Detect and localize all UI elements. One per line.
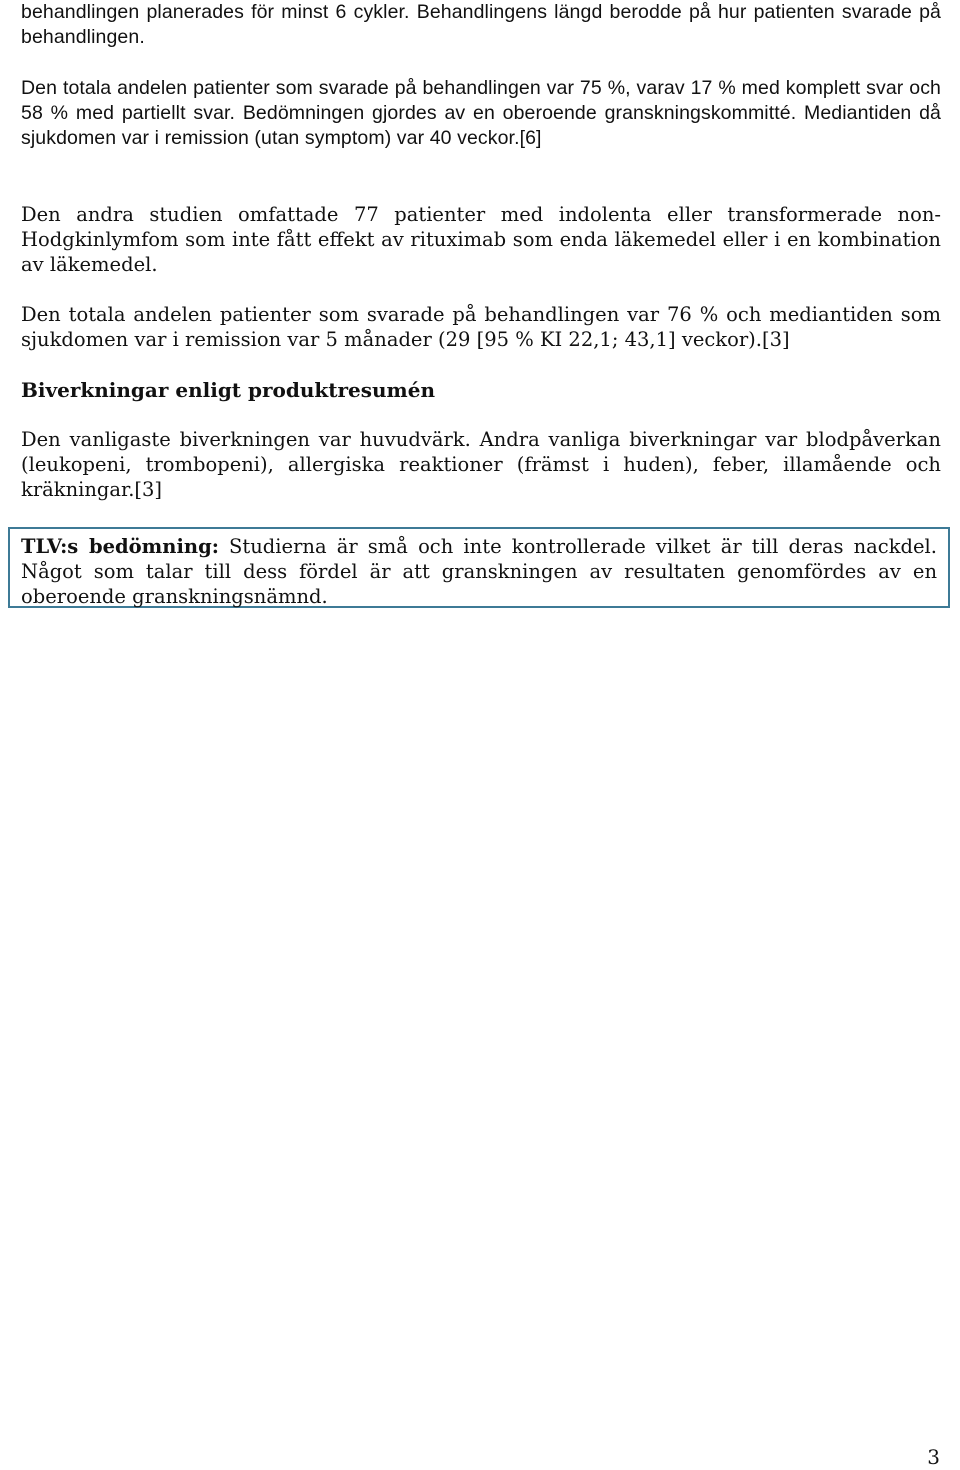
- tlv-assessment-box: [8, 527, 950, 608]
- page-number: 3: [927, 1445, 940, 1469]
- paragraph-second-study: Den andra studien omfattade 77 patienter med indolenta eller transformerade non-Hodgkinlymfom som inte fått effekt av rituximab som enda läkemedel eller i en kombination av läkemedel.: [21, 203, 941, 276]
- tlv-assessment-text: [21, 534, 937, 609]
- paragraph-response-rate-study2: Den totala andelen patienter som svarade på behandlingen var 76 % och mediantiden som sjukdomen var i remission var 5 månader (29 [95 % KI 22,1; 43,1] veckor).[3]: [21, 303, 941, 351]
- tlv-assessment-body: Studierna är små och inte kontrollerade vilket är till deras nackdel. Något som talar till dess fördel är att granskningen av resultaten genomfördes av en oberoende granskningsnämnd.: [21, 535, 937, 608]
- tlv-assessment-label: TLV:s bedömning:: [21, 535, 219, 558]
- paragraph-treatment-cycles: behandlingen planerades för minst 6 cykler. Behandlingens längd berodde på hur patienten svarade på behandlingen.: [21, 1, 941, 48]
- paragraph-response-rate-study1: Den totala andelen patienter som svarade på behandlingen var 75 %, varav 17 % med komplett svar och 58 % med partiellt svar. Bedömningen gjordes av en oberoende granskningskommitté. Mediantiden då sjukdomen var i remission (utan symptom) var 40 veckor.[6]: [21, 77, 941, 149]
- paragraph-side-effects: Den vanligaste biverkningen var huvudvärk. Andra vanliga biverkningar var blodpåverkan (leukopeni, trombopeni), allergiska reaktioner (främst i huden), feber, illamående och kräkningar.[3]: [21, 428, 941, 501]
- section-heading-side-effects: Biverkningar enligt produktresumén: [21, 378, 435, 402]
